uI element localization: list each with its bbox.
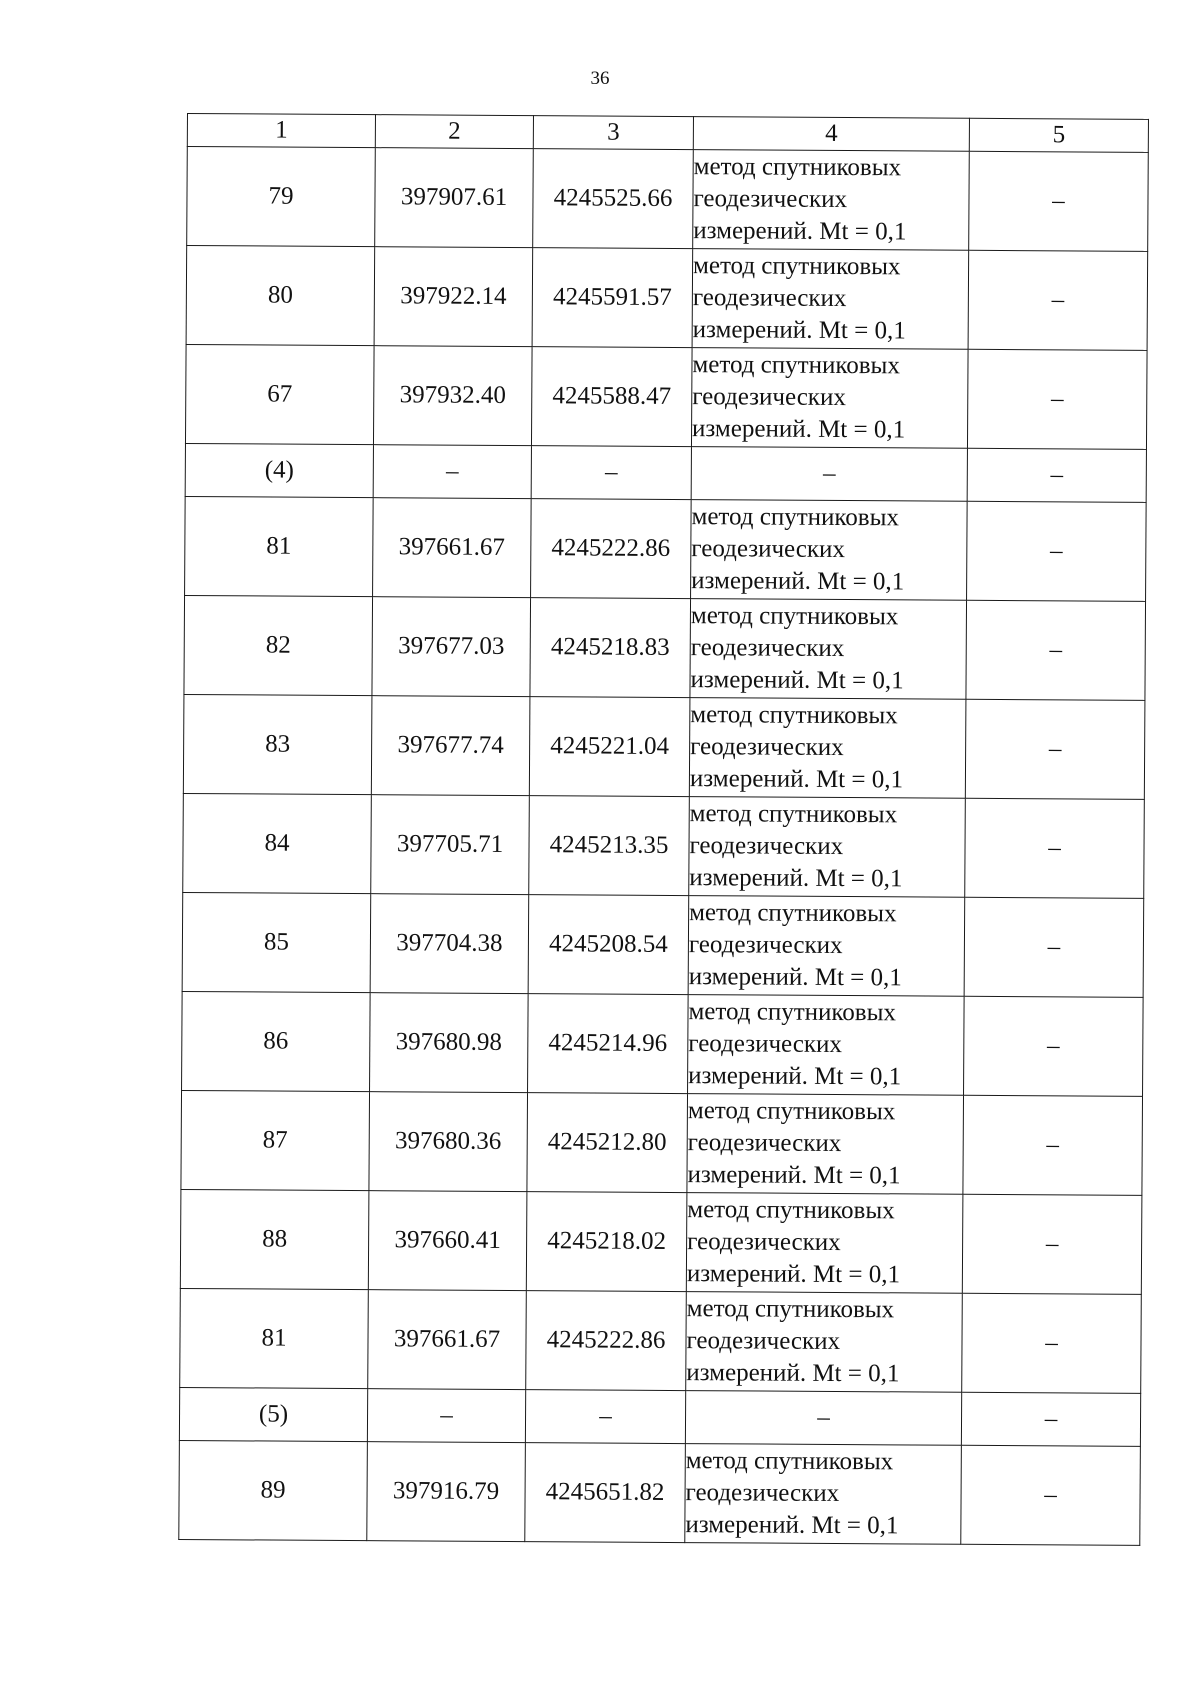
y-coordinate-cell: 4245221.04 [529, 697, 690, 797]
dash-cell: – [967, 349, 1147, 449]
method-text-line: измерений. Mt = 0,1 [690, 666, 904, 695]
column-header: 1 [187, 114, 375, 148]
y-coordinate-cell: 4245208.54 [528, 895, 689, 995]
y-coordinate-cell: 4245213.35 [529, 796, 690, 896]
table-row [182, 892, 1144, 997]
section-separator-row [185, 443, 1146, 502]
dash-cell: – [685, 1391, 961, 1446]
y-coordinate-cell: 4245588.47 [531, 347, 692, 447]
method-cell [692, 249, 969, 350]
point-number-cell: 81 [185, 496, 374, 596]
point-number-cell: 86 [182, 991, 371, 1091]
table-row [181, 1090, 1143, 1195]
column-header: 4 [693, 117, 969, 152]
table-row [186, 246, 1148, 351]
coordinates-table [178, 113, 1149, 1546]
y-coordinate-cell: 4245525.66 [533, 149, 694, 249]
method-text-line: геодезических [687, 1129, 842, 1158]
dash-cell: – [965, 798, 1145, 898]
method-text-line: метод спутниковых [685, 1447, 894, 1476]
method-text-line: геодезических [691, 535, 846, 564]
method-cell [687, 1094, 964, 1195]
y-coordinate-cell: 4245212.80 [527, 1093, 688, 1193]
dash-cell: – [962, 1194, 1142, 1294]
x-coordinate-cell: 397916.79 [367, 1442, 526, 1542]
method-text-line: геодезических [689, 832, 844, 861]
y-coordinate-cell: 4245222.86 [531, 499, 692, 599]
method-cell [685, 1444, 962, 1545]
page-number: 36 [590, 68, 610, 89]
point-number-cell: 80 [186, 246, 375, 346]
dash-cell: – [967, 501, 1147, 601]
point-number-cell: 81 [180, 1288, 369, 1388]
table-row [180, 1288, 1142, 1393]
method-text-line: метод спутниковых [689, 899, 897, 928]
method-cell [691, 500, 968, 601]
table-row [184, 595, 1146, 700]
method-text-line: метод спутниковых [693, 153, 902, 182]
method-text-line: геодезических [685, 1479, 840, 1508]
method-cell [686, 1292, 963, 1393]
dash-cell: – [966, 600, 1146, 700]
method-text-line: геодезических [688, 1030, 842, 1059]
table-body [179, 147, 1148, 1546]
table-row [185, 344, 1147, 449]
point-number-cell: 84 [183, 793, 372, 893]
method-text-line: метод спутниковых [691, 503, 900, 532]
y-coordinate-cell: 4245591.57 [532, 248, 693, 348]
method-cell [686, 1193, 963, 1294]
column-header: 3 [533, 116, 693, 150]
method-text-line: измерений. Mt = 0,1 [692, 316, 906, 345]
y-coordinate-cell: 4245651.82 [525, 1443, 686, 1543]
point-number-cell: 88 [180, 1189, 369, 1289]
x-coordinate-cell: 397680.98 [370, 993, 529, 1093]
method-text-line: геодезических [690, 634, 845, 663]
dash-cell: – [525, 1390, 685, 1444]
y-coordinate-cell: 4245218.02 [526, 1192, 687, 1292]
x-coordinate-cell: 397705.71 [371, 795, 530, 895]
dash-cell: – [962, 1293, 1142, 1393]
method-text-line: геодезических [692, 284, 847, 313]
y-coordinate-cell: 4245222.86 [526, 1291, 687, 1391]
method-text-line: измерений. Mt = 0,1 [688, 1062, 902, 1091]
method-text-line: метод спутниковых [687, 1196, 895, 1225]
method-text-line: геодезических [693, 185, 848, 214]
x-coordinate-cell: 397907.61 [375, 148, 534, 248]
point-number-cell: 89 [179, 1440, 368, 1540]
method-text-line: метод спутниковых [688, 998, 897, 1027]
method-cell [691, 348, 968, 449]
method-text-line: метод спутниковых [690, 701, 898, 730]
column-header: 2 [375, 115, 533, 149]
x-coordinate-cell: 397680.36 [369, 1092, 528, 1192]
method-text-line: метод спутниковых [689, 800, 898, 829]
x-coordinate-cell: 397922.14 [374, 247, 533, 347]
dash-cell: – [961, 1392, 1140, 1446]
method-text-line: метод спутниковых [686, 1295, 895, 1324]
method-cell [690, 599, 967, 700]
method-text-line: измерений. Mt = 0,1 [686, 1359, 900, 1388]
method-cell [693, 150, 970, 251]
method-cell [689, 698, 966, 799]
dash-cell: – [964, 996, 1144, 1096]
method-text-line: геодезических [688, 931, 843, 960]
dash-cell: – [373, 445, 531, 499]
point-number-cell: 83 [183, 694, 372, 794]
table-row [183, 793, 1145, 898]
method-text-line: геодезических [687, 1228, 841, 1257]
table-row [180, 1189, 1142, 1294]
y-coordinate-cell: 4245214.96 [528, 994, 689, 1094]
method-text-line: измерений. Mt = 0,1 [688, 963, 902, 992]
method-text-line: измерений. Mt = 0,1 [693, 217, 907, 246]
section-number-cell: (5) [179, 1387, 367, 1441]
point-number-cell: 85 [182, 892, 371, 992]
dash-cell: – [967, 448, 1146, 502]
section-separator-row [179, 1387, 1140, 1446]
method-text-line: измерений. Mt = 0,1 [686, 1260, 901, 1289]
dash-cell: – [691, 447, 967, 502]
method-text-line: измерений. Mt = 0,1 [689, 765, 904, 794]
method-text-line: метод спутниковых [687, 1097, 896, 1126]
method-cell [688, 896, 965, 997]
table-row [187, 147, 1149, 252]
x-coordinate-cell: 397677.03 [372, 597, 531, 697]
point-number-cell: 82 [184, 595, 373, 695]
section-number-cell: (4) [185, 443, 373, 497]
dash-cell: – [965, 699, 1145, 799]
method-text-line: геодезических [692, 383, 846, 412]
table-row [182, 991, 1144, 1096]
point-number-cell: 87 [181, 1090, 370, 1190]
method-cell [688, 995, 965, 1096]
dash-cell: – [367, 1389, 525, 1443]
x-coordinate-cell: 397661.67 [373, 498, 532, 598]
dash-cell: – [968, 250, 1148, 350]
table-row [183, 694, 1145, 799]
table-row [185, 496, 1147, 601]
x-coordinate-cell: 397677.74 [371, 696, 530, 796]
method-text-line: геодезических [686, 1327, 841, 1356]
point-number-cell: 79 [187, 147, 376, 247]
method-text-line: измерений. Mt = 0,1 [687, 1161, 901, 1190]
method-text-line: измерений. Mt = 0,1 [685, 1511, 899, 1540]
method-text-line: измерений. Mt = 0,1 [689, 864, 903, 893]
y-coordinate-cell: 4245218.83 [530, 598, 691, 698]
dash-cell: – [963, 1095, 1143, 1195]
point-number-cell: 67 [185, 344, 374, 444]
dash-cell: – [969, 151, 1149, 251]
dash-cell: – [961, 1445, 1141, 1545]
method-text-line: геодезических [690, 733, 844, 762]
method-text-line: измерений. Mt = 0,1 [691, 567, 905, 596]
dash-cell: – [964, 897, 1144, 997]
method-text-line: метод спутниковых [690, 602, 899, 631]
table-row [179, 1440, 1141, 1545]
method-text-line: измерений. Mt = 0,1 [691, 415, 906, 444]
method-cell [689, 797, 966, 898]
x-coordinate-cell: 397932.40 [373, 346, 532, 446]
method-text-line: метод спутниковых [692, 252, 901, 281]
column-header: 5 [969, 118, 1148, 152]
x-coordinate-cell: 397660.41 [368, 1191, 527, 1291]
method-text-line: метод спутниковых [692, 351, 900, 380]
x-coordinate-cell: 397661.67 [368, 1290, 527, 1390]
dash-cell: – [531, 446, 691, 500]
x-coordinate-cell: 397704.38 [370, 894, 529, 994]
